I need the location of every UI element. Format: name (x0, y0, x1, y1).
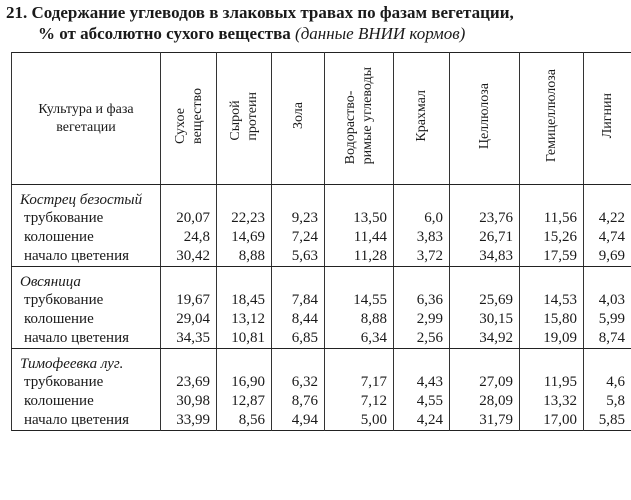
value-cell: 6,32 (272, 373, 325, 392)
header-row (12, 53, 631, 185)
value-cell: 5,8 (584, 392, 631, 411)
value-cell: 14,53 (520, 291, 584, 310)
group-name: Тимофеевка луг. (12, 349, 161, 374)
value-cell: 10,81 (217, 329, 272, 349)
table-row (12, 209, 631, 228)
group-name: Овсяница (12, 267, 161, 292)
value-cell: 13,12 (217, 310, 272, 329)
col-header: Зола (272, 53, 325, 185)
phase-label: начало цветения (12, 329, 161, 349)
value-cell: 27,09 (450, 373, 520, 392)
title-line-1: 21. Содержание углеводов в злаковых травах по фазам вегетации, (6, 3, 514, 22)
value-cell: 6,34 (325, 329, 394, 349)
title-line-2: % от абсолютно сухого вещества (38, 24, 291, 43)
table-row (12, 392, 631, 411)
table-row (12, 228, 631, 247)
value-cell: 16,90 (217, 373, 272, 392)
value-cell: 8,74 (584, 329, 631, 349)
value-cell: 25,69 (450, 291, 520, 310)
value-cell: 6,85 (272, 329, 325, 349)
value-cell: 34,92 (450, 329, 520, 349)
culture-header: Культура и фаза вегетации (12, 53, 161, 185)
value-cell: 8,88 (325, 310, 394, 329)
table-row (12, 247, 631, 267)
value-cell: 11,28 (325, 247, 394, 267)
data-table (11, 52, 631, 431)
value-cell: 28,09 (450, 392, 520, 411)
group-name: Кострец безостый (12, 185, 161, 210)
value-cell: 2,56 (394, 329, 450, 349)
value-cell: 5,63 (272, 247, 325, 267)
value-cell: 30,15 (450, 310, 520, 329)
value-cell: 15,26 (520, 228, 584, 247)
value-cell: 23,69 (161, 373, 217, 392)
value-cell: 30,98 (161, 392, 217, 411)
value-cell: 6,36 (394, 291, 450, 310)
value-cell: 4,74 (584, 228, 631, 247)
value-cell: 4,03 (584, 291, 631, 310)
value-cell: 13,32 (520, 392, 584, 411)
value-cell: 7,24 (272, 228, 325, 247)
value-cell: 9,69 (584, 247, 631, 267)
table-body (12, 185, 631, 431)
value-cell: 31,79 (450, 411, 520, 431)
title-note: (данные ВНИИ кормов) (295, 24, 466, 43)
phase-label: трубкование (12, 373, 161, 392)
table-row (12, 329, 631, 349)
phase-label: колошение (12, 310, 161, 329)
value-cell: 33,99 (161, 411, 217, 431)
table-title (6, 2, 626, 44)
group-row (12, 267, 631, 292)
value-cell: 11,95 (520, 373, 584, 392)
table-row (12, 373, 631, 392)
value-cell: 34,83 (450, 247, 520, 267)
col-header: Сухое вещество (161, 53, 217, 185)
phase-label: трубкование (12, 209, 161, 228)
value-cell: 24,8 (161, 228, 217, 247)
col-header: Гемицеллюлоза (520, 53, 584, 185)
phase-label: колошение (12, 392, 161, 411)
value-cell: 12,87 (217, 392, 272, 411)
value-cell: 4,24 (394, 411, 450, 431)
value-cell: 3,72 (394, 247, 450, 267)
value-cell: 4,43 (394, 373, 450, 392)
value-cell: 15,80 (520, 310, 584, 329)
value-cell: 8,44 (272, 310, 325, 329)
value-cell: 22,23 (217, 209, 272, 228)
value-cell: 7,17 (325, 373, 394, 392)
value-cell: 19,67 (161, 291, 217, 310)
col-header: Крахмал (394, 53, 450, 185)
col-header: Лигнин (584, 53, 631, 185)
value-cell: 7,84 (272, 291, 325, 310)
value-cell: 19,09 (520, 329, 584, 349)
value-cell: 26,71 (450, 228, 520, 247)
value-cell: 14,55 (325, 291, 394, 310)
value-cell: 7,12 (325, 392, 394, 411)
value-cell: 5,99 (584, 310, 631, 329)
value-cell: 4,55 (394, 392, 450, 411)
phase-label: колошение (12, 228, 161, 247)
value-cell: 8,88 (217, 247, 272, 267)
value-cell: 11,44 (325, 228, 394, 247)
value-cell: 4,6 (584, 373, 631, 392)
value-cell: 4,94 (272, 411, 325, 431)
group-row (12, 349, 631, 374)
group-row (12, 185, 631, 210)
col-header: Целлюлоза (450, 53, 520, 185)
value-cell: 13,50 (325, 209, 394, 228)
value-cell: 23,76 (450, 209, 520, 228)
value-cell: 17,00 (520, 411, 584, 431)
col-header: Водораство- римые углеводы (325, 53, 394, 185)
value-cell: 9,23 (272, 209, 325, 228)
value-cell: 3,83 (394, 228, 450, 247)
value-cell: 18,45 (217, 291, 272, 310)
value-cell: 2,99 (394, 310, 450, 329)
value-cell: 17,59 (520, 247, 584, 267)
value-cell: 5,85 (584, 411, 631, 431)
table-row (12, 310, 631, 329)
value-cell: 14,69 (217, 228, 272, 247)
value-cell: 34,35 (161, 329, 217, 349)
value-cell: 20,07 (161, 209, 217, 228)
phase-label: начало цветения (12, 411, 161, 431)
value-cell: 8,76 (272, 392, 325, 411)
col-header: Сырой протеин (217, 53, 272, 185)
value-cell: 5,00 (325, 411, 394, 431)
phase-label: трубкование (12, 291, 161, 310)
phase-label: начало цветения (12, 247, 161, 267)
value-cell: 6,0 (394, 209, 450, 228)
table-row (12, 291, 631, 310)
value-cell: 11,56 (520, 209, 584, 228)
table-row (12, 411, 631, 431)
value-cell: 8,56 (217, 411, 272, 431)
value-cell: 4,22 (584, 209, 631, 228)
value-cell: 29,04 (161, 310, 217, 329)
value-cell: 30,42 (161, 247, 217, 267)
